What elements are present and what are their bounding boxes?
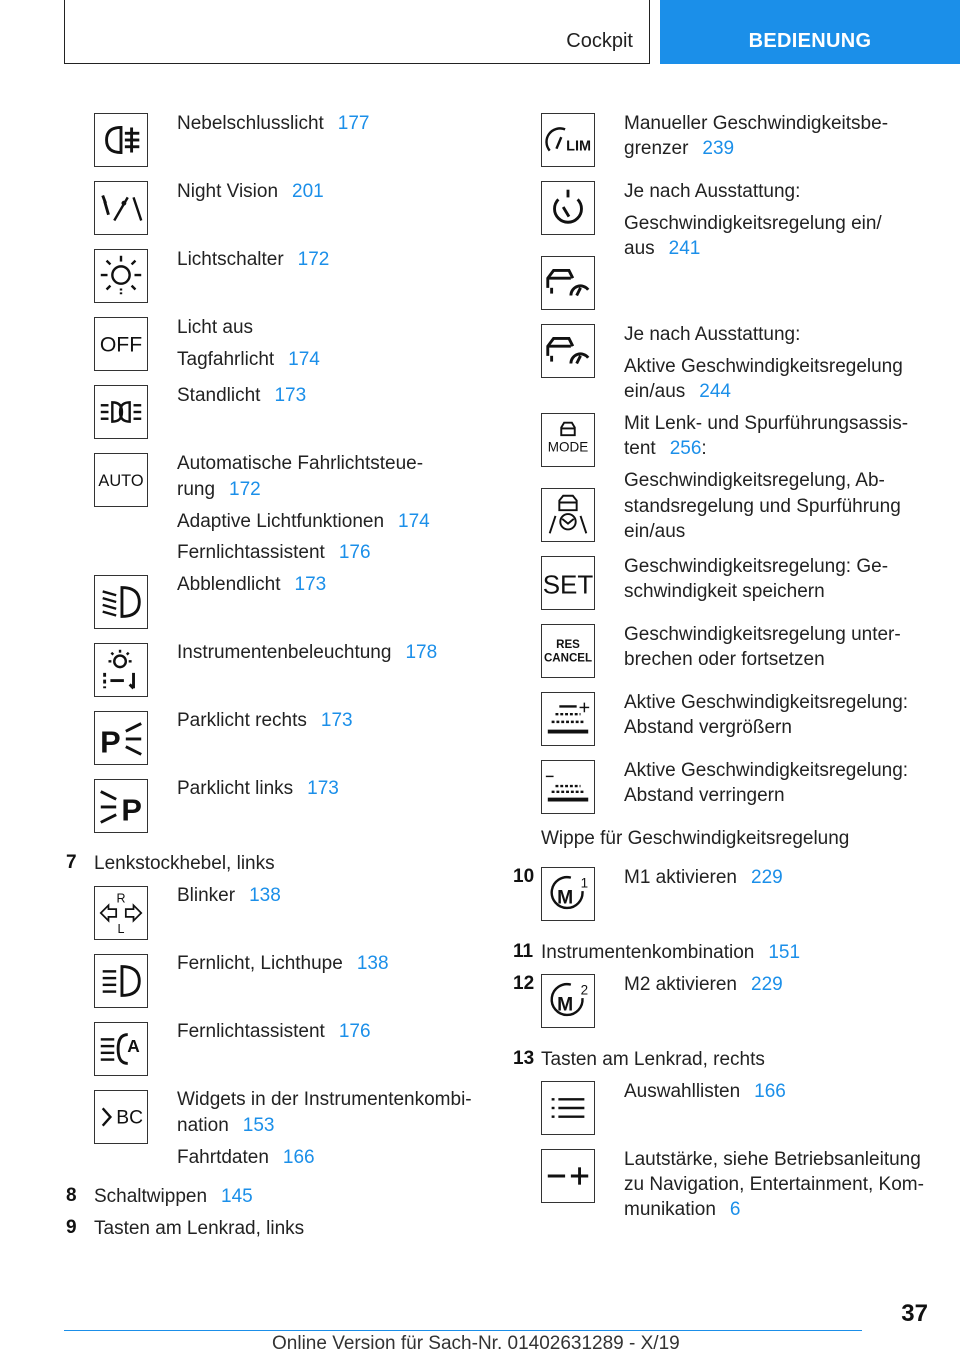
entry-steering-lever-left: Lenkstockhebel, links [94,853,275,874]
entry-volume-1: Lautstärke, siehe Betriebsanleitung [624,1149,921,1170]
item-number-7: 7 [66,852,77,873]
parking-light-right-icon [94,711,148,765]
entry-shift-paddles: Schaltwippen 145 [94,1186,253,1207]
light-switch-icon [94,249,148,303]
page-number: 37 [901,1300,928,1327]
page-ref[interactable]: 166 [282,1147,315,1168]
m1-icon [541,867,595,921]
entry-distance-control-3: ein/aus [624,521,686,542]
night-vision-icon [94,181,148,235]
entry-light-switch: Lichtschalter 172 [177,249,330,270]
set-speed-icon [541,556,595,610]
page-ref[interactable]: 6 [729,1199,741,1220]
entry-lane-assist-2: tent 256: [624,438,707,459]
header-chapter-tab[interactable] [660,0,960,64]
entry-instrument-lighting: Instrumentenbeleuchtung 178 [177,642,438,663]
footer-divider [64,1330,862,1331]
mode-icon-text: MODE [547,439,589,455]
page-ref[interactable]: 173 [320,710,353,731]
entry-steering-buttons-left: Tasten am Lenkrad, links [94,1218,305,1239]
page-ref[interactable]: 177 [337,113,370,134]
page-ref[interactable]: 173 [294,574,327,595]
bc-icon-text: BC [116,1107,144,1129]
item-number-9: 9 [66,1217,77,1238]
volume-icon [541,1149,595,1203]
page-ref[interactable]: 174 [398,511,430,532]
one-icon-text: 1 [580,875,589,891]
entry-parking-light-left: Parklicht links 173 [177,778,339,799]
page-ref[interactable]: 145 [221,1186,253,1207]
entry-set-speed-2: schwindigkeit speichern [624,581,825,602]
m-icon-text: M [557,887,574,909]
header-chapter-title: BEDIENUNG [748,30,872,52]
page-ref[interactable]: 173 [307,778,339,799]
entry-resume-cancel-1: Geschwindigkeitsregelung unter- [624,624,901,645]
l-icon-text: L [117,922,125,937]
entry-active-cruise-1: Aktive Geschwindigkeitsregelung [624,356,903,377]
turn-signal-icon [94,886,148,940]
r-icon-text: R [116,891,126,906]
page-ref[interactable]: 239 [702,138,735,159]
page-ref[interactable]: 138 [356,953,389,974]
page-ref[interactable]: 166 [754,1081,786,1102]
entry-equipment-note-2: Je nach Ausstattung: [624,324,801,345]
distance-decrease-icon [541,760,595,814]
high-beam-icon [94,954,148,1008]
parking-light-icon [94,385,148,439]
page-ref[interactable]: 153 [242,1115,275,1136]
header-section-box [64,0,650,64]
page-ref[interactable]: 176 [338,542,371,563]
item-number-11: 11 [513,941,534,962]
entry-rear-fog-light: Nebelschlusslicht 177 [177,113,370,134]
page-ref[interactable]: 241 [668,238,701,259]
entry-lights-off: Licht aus [177,317,254,338]
high-beam-assistant-icon [94,1022,148,1076]
entry-parking-light-right: Parklicht rechts 173 [177,710,353,731]
item-number-13: 13 [513,1048,535,1069]
lights-off-icon [94,317,148,371]
entry-m1: M1 aktivieren 229 [624,867,783,888]
entry-high-beam-assist: Fernlichtassistent 176 [177,542,371,563]
entry-turn-signal: Blinker 138 [177,885,281,906]
entry-auto-light-2: rung 172 [177,479,261,500]
res-icon-text: RES [556,639,580,652]
parking-light-left-icon [94,779,148,833]
a-icon-text: A [127,1035,140,1056]
header-section-title: Cockpit [566,30,633,52]
page-ref[interactable]: 256 [669,438,702,459]
auto-light-icon [94,453,148,507]
entry-distance-decrease-2: Abstand verringern [624,785,785,806]
set-icon-text: SET [542,569,594,600]
page-ref[interactable]: 229 [751,867,783,888]
entry-parking-light: Standlicht 173 [177,385,307,406]
entry-low-beam: Abblendlicht 173 [177,574,327,595]
entry-night-vision: Night Vision 201 [177,181,324,202]
entry-lane-assist-1: Mit Lenk- und Spurführungsassis- [624,413,909,434]
page-ref[interactable]: 176 [338,1021,371,1042]
item-number-12: 12 [513,973,535,994]
entry-high-beam-assistant: Fernlichtassistent 176 [177,1021,371,1042]
selection-list-icon [541,1081,595,1135]
rear-fog-light-icon [94,113,148,167]
page-ref[interactable]: 173 [274,385,307,406]
entry-volume-2: zu Navigation, Entertainment, Kom- [624,1174,924,1195]
entry-distance-increase-2: Abstand vergrößern [624,717,792,738]
onboard-computer-icon [94,1090,148,1144]
entry-auto-light-1: Automatische Fahrlichtsteue- [177,453,424,474]
page-ref[interactable]: 172 [297,249,330,270]
cruise-control-icon [541,181,595,235]
entry-speed-limiter-1: Manueller Geschwindigkeitsbe- [624,113,889,134]
cruise-control-car-icon [541,256,595,310]
m2-icon [541,974,595,1028]
active-cruise-control-icon [541,324,595,378]
entry-daytime-light: Tagfahrlicht 174 [177,349,320,370]
entry-cruise-rocker: Wippe für Geschwindigkeitsregelung [541,828,850,849]
entry-distance-decrease-1: Aktive Geschwindigkeitsregelung: [624,760,909,781]
page-ref[interactable]: 201 [292,181,324,202]
entry-cruise-control-2: aus 241 [624,238,701,259]
distance-increase-icon [541,692,595,746]
page-ref[interactable]: 138 [249,885,281,906]
entry-instrument-cluster: Instrumentenkombination 151 [541,942,801,963]
entry-resume-cancel-2: brechen oder fortsetzen [624,649,825,670]
p-icon-text: P [100,724,121,760]
page-ref[interactable]: 151 [768,942,801,963]
page-ref[interactable]: 174 [288,349,320,370]
entry-widgets-2: nation 153 [177,1115,275,1136]
entry-active-cruise-2: ein/aus 244 [624,381,731,402]
item-number-10: 10 [513,866,535,887]
entry-set-speed-1: Geschwindigkeitsregelung: Ge- [624,556,889,577]
item-number-8: 8 [66,1185,77,1206]
entry-cruise-control-1: Geschwindigkeitsregelung ein/ [624,213,882,234]
m-icon-text: M [557,994,574,1016]
entry-high-beam: Fernlicht, Lichthupe 138 [177,953,389,974]
two-icon-text: 2 [580,982,589,998]
footer-text: Online Version für Sach-Nr. 01402631289 - X/19 [272,1333,680,1354]
entry-distance-increase-1: Aktive Geschwindigkeitsregelung: [624,692,909,713]
entry-speed-limiter-2: grenzer 239 [624,138,735,159]
cancel-icon-text: CANCEL [543,652,593,665]
entry-distance-control-1: Geschwindigkeitsregelung, Ab- [624,470,885,491]
entry-volume-3: munikation 6 [624,1199,741,1220]
entry-trip-data: Fahrtdaten 166 [177,1147,315,1168]
lim-icon-text: LIM [566,138,592,155]
resume-cancel-icon [541,624,595,678]
low-beam-icon [94,575,148,629]
p-icon-text: P [121,792,142,828]
entry-widgets-1: Widgets in der Instrumentenkombi- [177,1089,472,1110]
entry-distance-control-2: standsregelung und Spurführung [624,496,901,517]
entry-equipment-note-1: Je nach Ausstattung: [624,181,801,202]
entry-selection-lists: Auswahllisten 166 [624,1081,786,1102]
page-ref[interactable]: 244 [699,381,731,402]
entry-adaptive-light: Adaptive Lichtfunktionen 174 [177,511,430,532]
page-ref[interactable]: 172 [229,479,261,500]
speed-limiter-icon [541,113,595,167]
page-ref[interactable]: 229 [751,974,783,995]
page-ref[interactable]: 178 [405,642,438,663]
auto-icon-text: AUTO [98,471,144,490]
off-icon-text: OFF [99,333,143,357]
steering-assist-icon [541,488,595,542]
entry-steering-buttons-right: Tasten am Lenkrad, rechts [541,1049,765,1070]
instrument-lighting-icon [94,643,148,697]
entry-m2: M2 aktivieren 229 [624,974,783,995]
mode-icon [541,413,595,467]
